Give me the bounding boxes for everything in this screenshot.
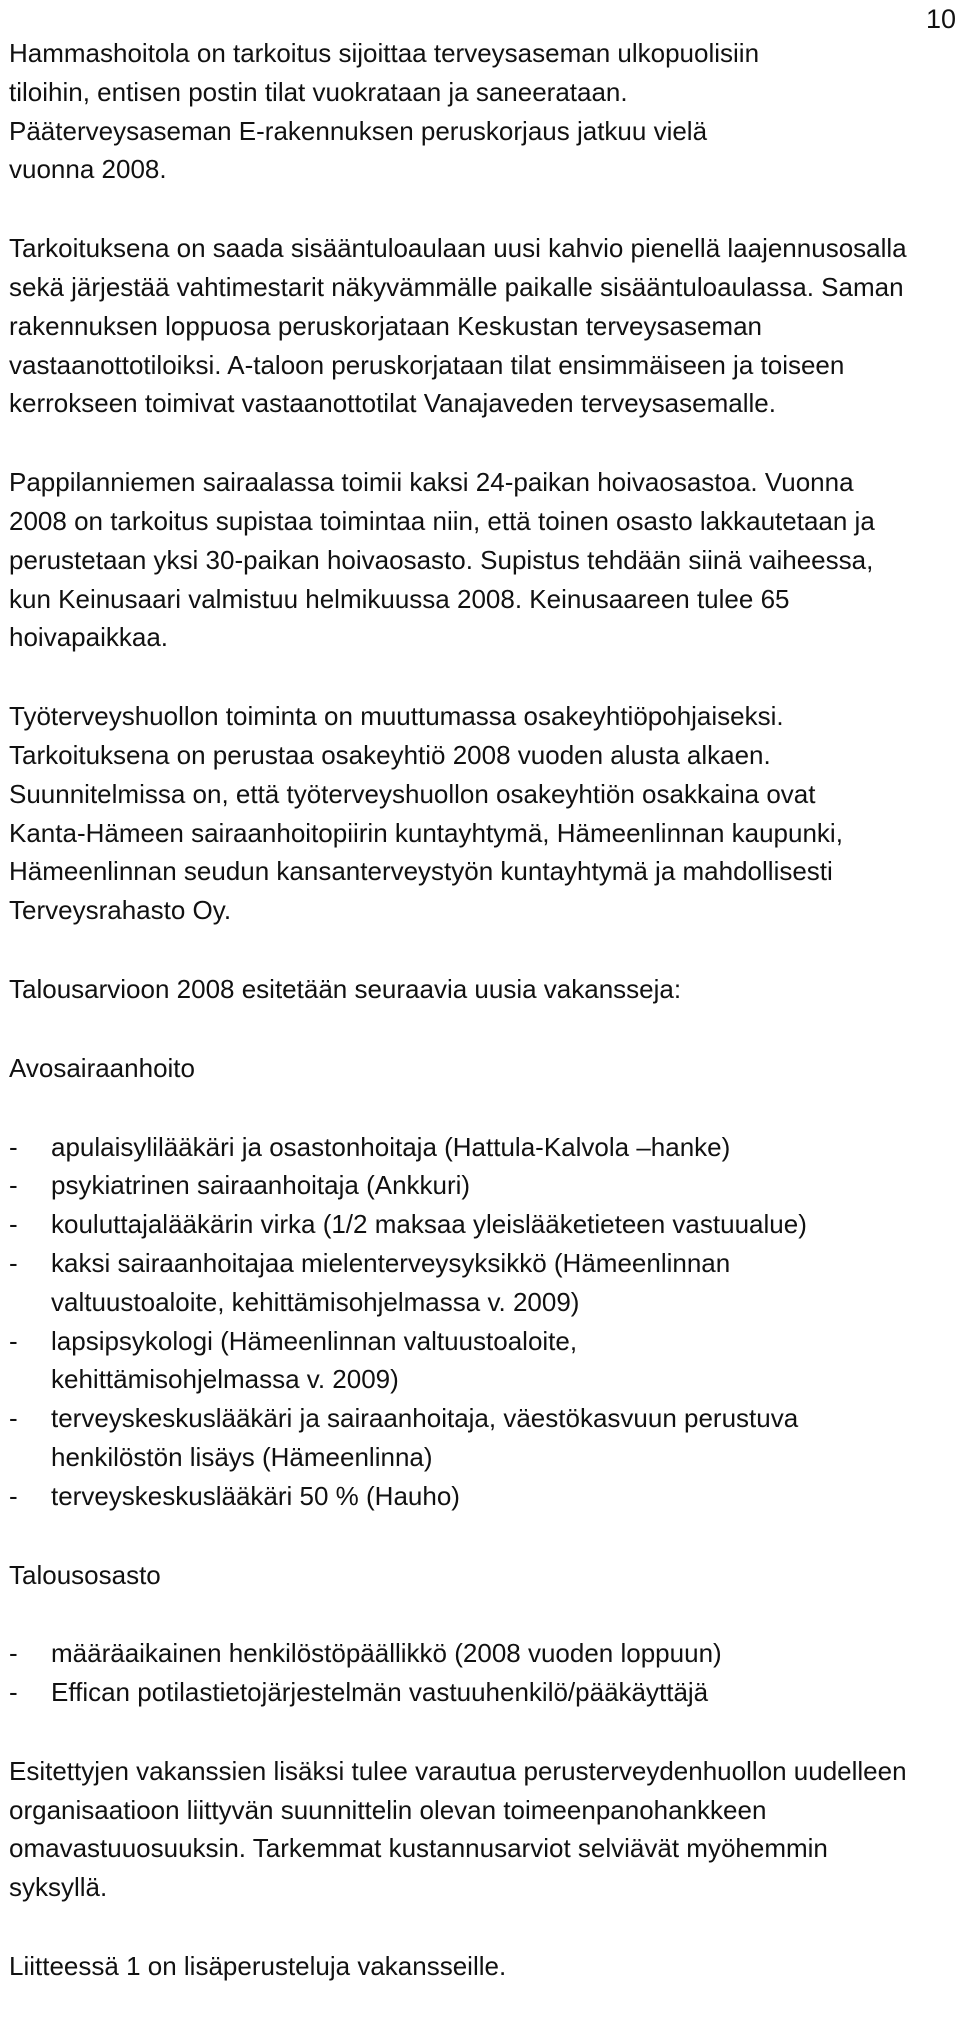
heading-talousosasto: Talousosasto — [9, 1559, 161, 1590]
list-item-text: kaksi sairaanhoitajaa mielenterveysyksikkö (Hämeenlinnan valtuustoaloite, kehittämisohjelmassa v. 2009) — [51, 1247, 731, 1317]
list-item — [9, 1166, 879, 1205]
list-item-text: terveyskeskuslääkäri 50 % (Hauho) — [51, 1480, 460, 1511]
document-body — [9, 34, 909, 2026]
list-dash: - — [9, 1677, 18, 1708]
list-item-text: lapsipsykologi (Hämeenlinnan valtuustoaloite, kehittämisohjelmassa v. 2009) — [51, 1325, 578, 1395]
list-dash: - — [9, 1170, 18, 1201]
list-item-text: terveyskeskuslääkäri ja sairaanhoitaja, väestökasvuun perustuva henkilöstön lisäys (Hämeenlinna) — [51, 1403, 799, 1472]
paragraph-sisaantuloaula: Tarkoituksena on saada sisääntuloaulaan uusi kahvio pienellä laajennusosalla sekä järjestää vahtimestarit näkyvämmälle paikalle sisääntuloaulassa. Saman rakennuksen loppuosa peruskorjataan Keskustan terveysaseman vastaanottotiloiksi. A-taloon peruskorjataan tilat ensimmäiseen ja toiseen kerrokseen toimivat vastaanottotilat Vanajaveden terveysasemalle. — [9, 233, 907, 419]
paragraph-liite: Liitteessä 1 on lisäperusteluja vakansseille. — [9, 1951, 507, 1982]
list-dash: - — [9, 1209, 18, 1240]
paragraph-vakanssit: Esitettyjen vakanssien lisäksi tulee varautua perusterveydenhuollon uudelleen organisaatioon liittyvän suunnittelin olevan toimeenpanohankkeen omavastuuosuuksin. Tarkemmat kustannusarviot selviävät myöhemmin syksyllä. — [9, 1755, 907, 1903]
list-item — [9, 1244, 879, 1322]
list-item-text: kouluttajalääkärin virka (1/2 maksaa yleislääketieteen vastuualue) — [51, 1209, 807, 1240]
list-item-text: apulaisylilääkäri ja osastonhoitaja (Hattula-Kalvola –hanke) — [51, 1131, 731, 1162]
list-item-text: psykiatrinen sairaanhoitaja (Ankkuri) — [51, 1170, 471, 1201]
paragraph-talousarvio: Talousarvioon 2008 esitetään seuraavia uusia vakansseja: — [9, 973, 682, 1004]
list-item — [9, 1205, 851, 1244]
list-item — [9, 1634, 909, 1673]
list-dash: - — [9, 1247, 18, 1278]
paragraph-tyoterveyshuolto: Työterveyshuollon toiminta on muuttumassa osakeyhtiöpohjaiseksi. Tarkoituksena on perustaa osakeyhtiö 2008 vuoden alusta alkaen. Suunnitelmissa on, että työterveyshuollon osakeyhtiön osakkaina ovat Kanta-Hämeen sairaanhoitopiirin kuntayhtymä, Hämeenlinnan kaupunki, Hämeenlinnan seudun kansanterveystyön kuntayhtymä ja mahdollisesti Terveysrahasto Oy. — [9, 701, 843, 926]
list-dash: - — [9, 1480, 18, 1511]
list-item-text: määräaikainen henkilöstöpäällikkö (2008 vuoden loppuun) — [51, 1638, 722, 1669]
heading-avosairaanhoito: Avosairaanhoito — [9, 1052, 195, 1083]
paragraph-hammashoitola: Hammashoitola on tarkoitus sijoittaa terveysaseman ulkopuolisiin tiloihin, entisen postin tilat vuokrataan ja saneerataan. Pääterveysaseman E-rakennuksen peruskorjaus jatkuu vielä vuonna 2008. — [9, 38, 760, 185]
list-dash: - — [9, 1638, 18, 1669]
list-item — [9, 1673, 909, 1712]
list-item — [9, 1322, 791, 1400]
list-dash: - — [9, 1131, 18, 1162]
list-item — [9, 1399, 901, 1477]
list-item-text: Effican potilastietojärjestelmän vastuuhenkilö/pääkäyttäjä — [51, 1677, 709, 1708]
list-talousosasto — [9, 1634, 909, 1712]
list-item — [9, 1477, 879, 1516]
page-number: 10 — [925, 4, 956, 34]
list-item — [9, 1128, 879, 1167]
list-avosairaanhoito — [9, 1128, 879, 1516]
paragraph-pappilanniemi: Pappilanniemen sairaalassa toimii kaksi 24-paikan hoivaosastoa. Vuonna 2008 on tarkoitus supistaa toimintaa niin, että toinen osasto lakkautetaan ja perustetaan yksi 30-paikan hoivaosasto. Supistus tehdään siinä vaiheessa, kun Keinusaari valmistuu helmikuussa 2008. Keinusaareen tulee 65 hoivapaikkaa. — [9, 467, 875, 653]
list-dash: - — [9, 1325, 18, 1356]
list-dash: - — [9, 1403, 18, 1434]
